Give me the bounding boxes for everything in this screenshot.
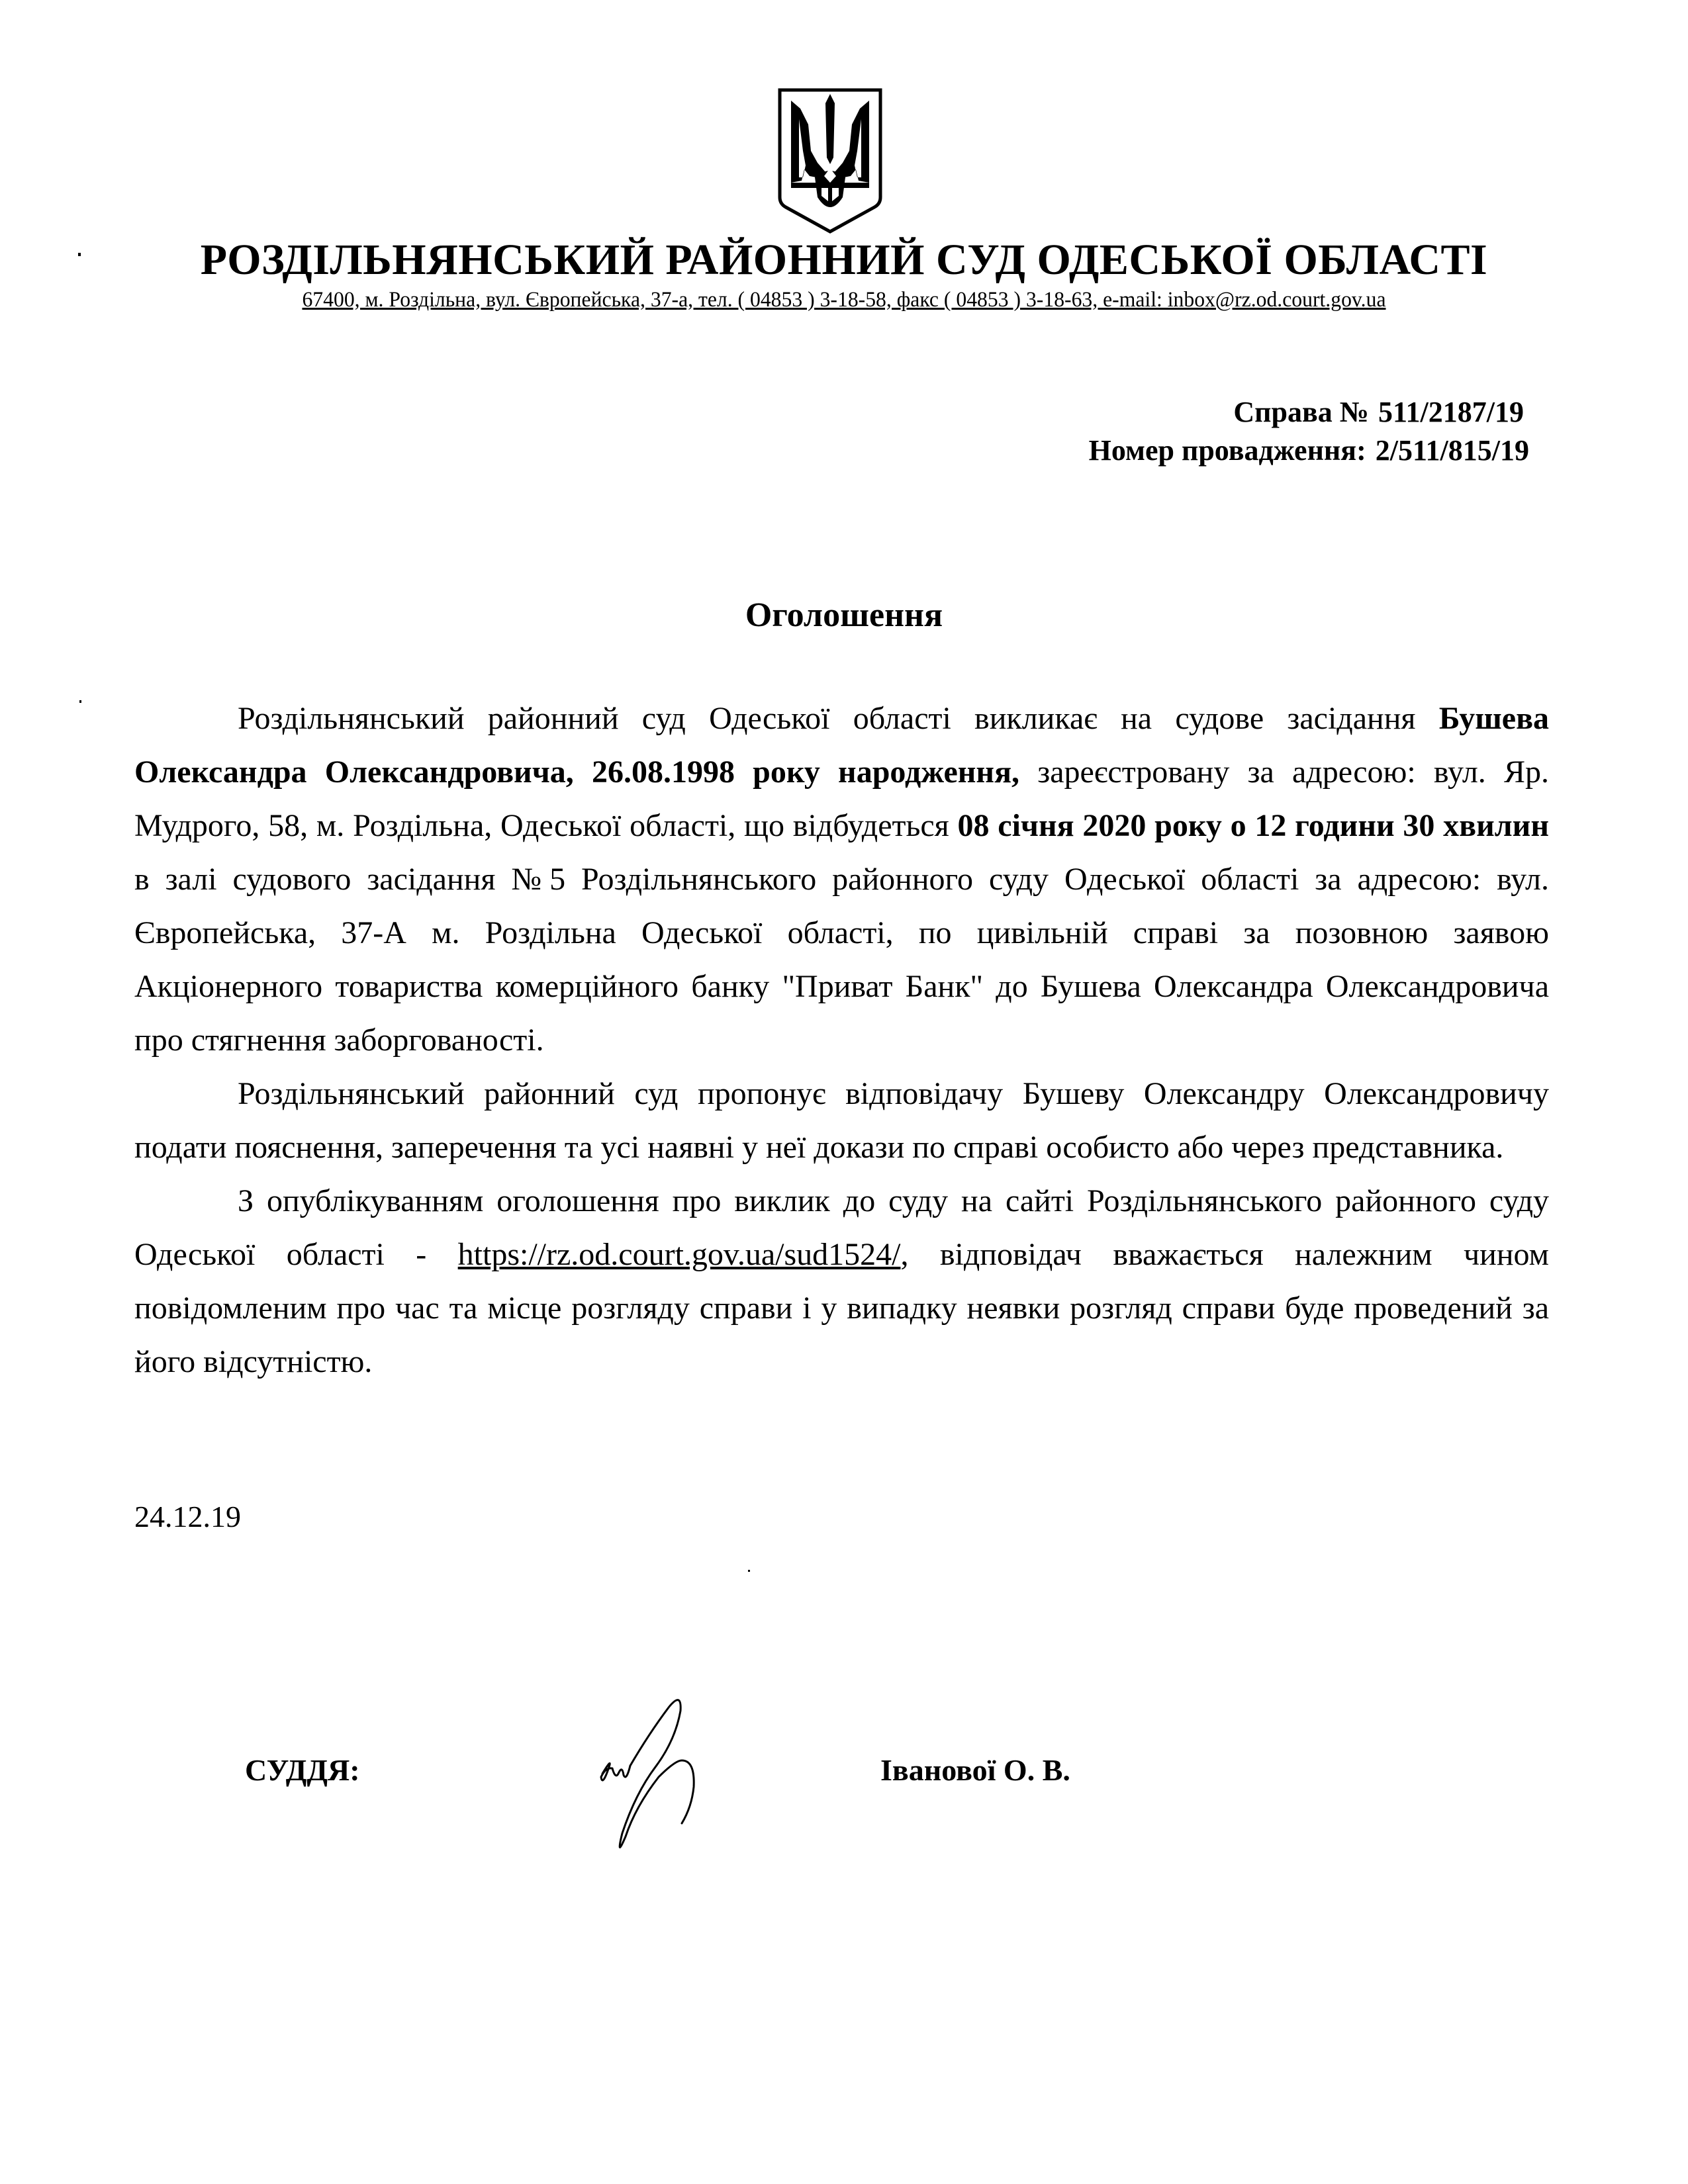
case-number-value: 511/2187/19: [1378, 396, 1524, 428]
scan-artifact: [79, 700, 81, 703]
paragraph-request: Роздільнянський районний суд пропонує відповідачу Бушеву Олександру Олександровичу подати пояснення, заперечення та усі наявні у неї докази по справі особисто або через представника.: [134, 1076, 1549, 1165]
publication-text: З опублікуванням оголошення про виклик до суду на сайті Роздільнянського районного суду Одеської області -: [134, 1183, 1549, 1272]
trident-coat-of-arms-icon: [776, 85, 884, 234]
case-number-line: [1233, 395, 1524, 429]
case-number-label: Справа №: [1233, 396, 1369, 428]
defendant-name: Бушева Олександра Олександровича, 26.08.1998 року народження,: [134, 701, 1549, 790]
paragraph-publication: [134, 1174, 1549, 1388]
publication-text: , відповідач вважається належним чином повідомленим про час та місце розгляду справи і у випадку неявки розгляд справи буде проведений за його відсутністю.: [134, 1237, 1550, 1379]
summons-text: в залі судового засідання №5 Роздільнянського районного суду Одеської області за адресою: вул. Європейська, 37-А м. Роздільна Одеської області, по цивільній справі за позовною заявою Акціонерного товариства комерційного банку "Приват Банк" до Бушева Олександра Олександровича про стягнення заборгованості.: [134, 862, 1549, 1058]
judge-label: СУДДЯ:: [245, 1753, 360, 1787]
document-date: 24.12.19: [134, 1500, 241, 1533]
handwritten-signature-icon: [583, 1694, 768, 1866]
court-contacts: 67400, м. Роздільна, вул. Європейська, 37-а, тел. ( 04853 ) 3-18-58, факс ( 04853 ) 3-18-63, e-mail: inbox@rz.od.court.gov.ua: [302, 288, 1386, 312]
scan-artifact: [748, 1570, 750, 1572]
hearing-datetime: 08 січня 2020 року о 12 години 30 хвилин: [957, 808, 1549, 843]
summons-text: зареєстровану за адресою: вул. Яр. Мудрого, 58, м. Роздільна, Одеської області, що відбудеться: [134, 754, 1550, 843]
judge-name: Іванової О. В.: [880, 1753, 1070, 1787]
court-name: РОЗДІЛЬНЯНСЬКИЙ РАЙОННИЙ СУД ОДЕСЬКОЇ ОБЛАСТІ: [200, 236, 1488, 284]
scan-artifact: [78, 253, 81, 256]
summons-text: Роздільнянський районний суд Одеської області викликає на судове засідання: [238, 701, 1439, 736]
proceeding-number-line: [1089, 433, 1529, 467]
announcement-body: [134, 692, 1549, 1388]
paragraph-summons: [134, 692, 1549, 1067]
proceeding-number-value: 2/511/815/19: [1375, 434, 1529, 467]
proceeding-number-label: Номер провадження:: [1088, 434, 1366, 467]
court-website-link[interactable]: https://rz.od.court.gov.ua/sud1524/: [457, 1237, 901, 1272]
announcement-title: Оголошення: [745, 596, 943, 634]
